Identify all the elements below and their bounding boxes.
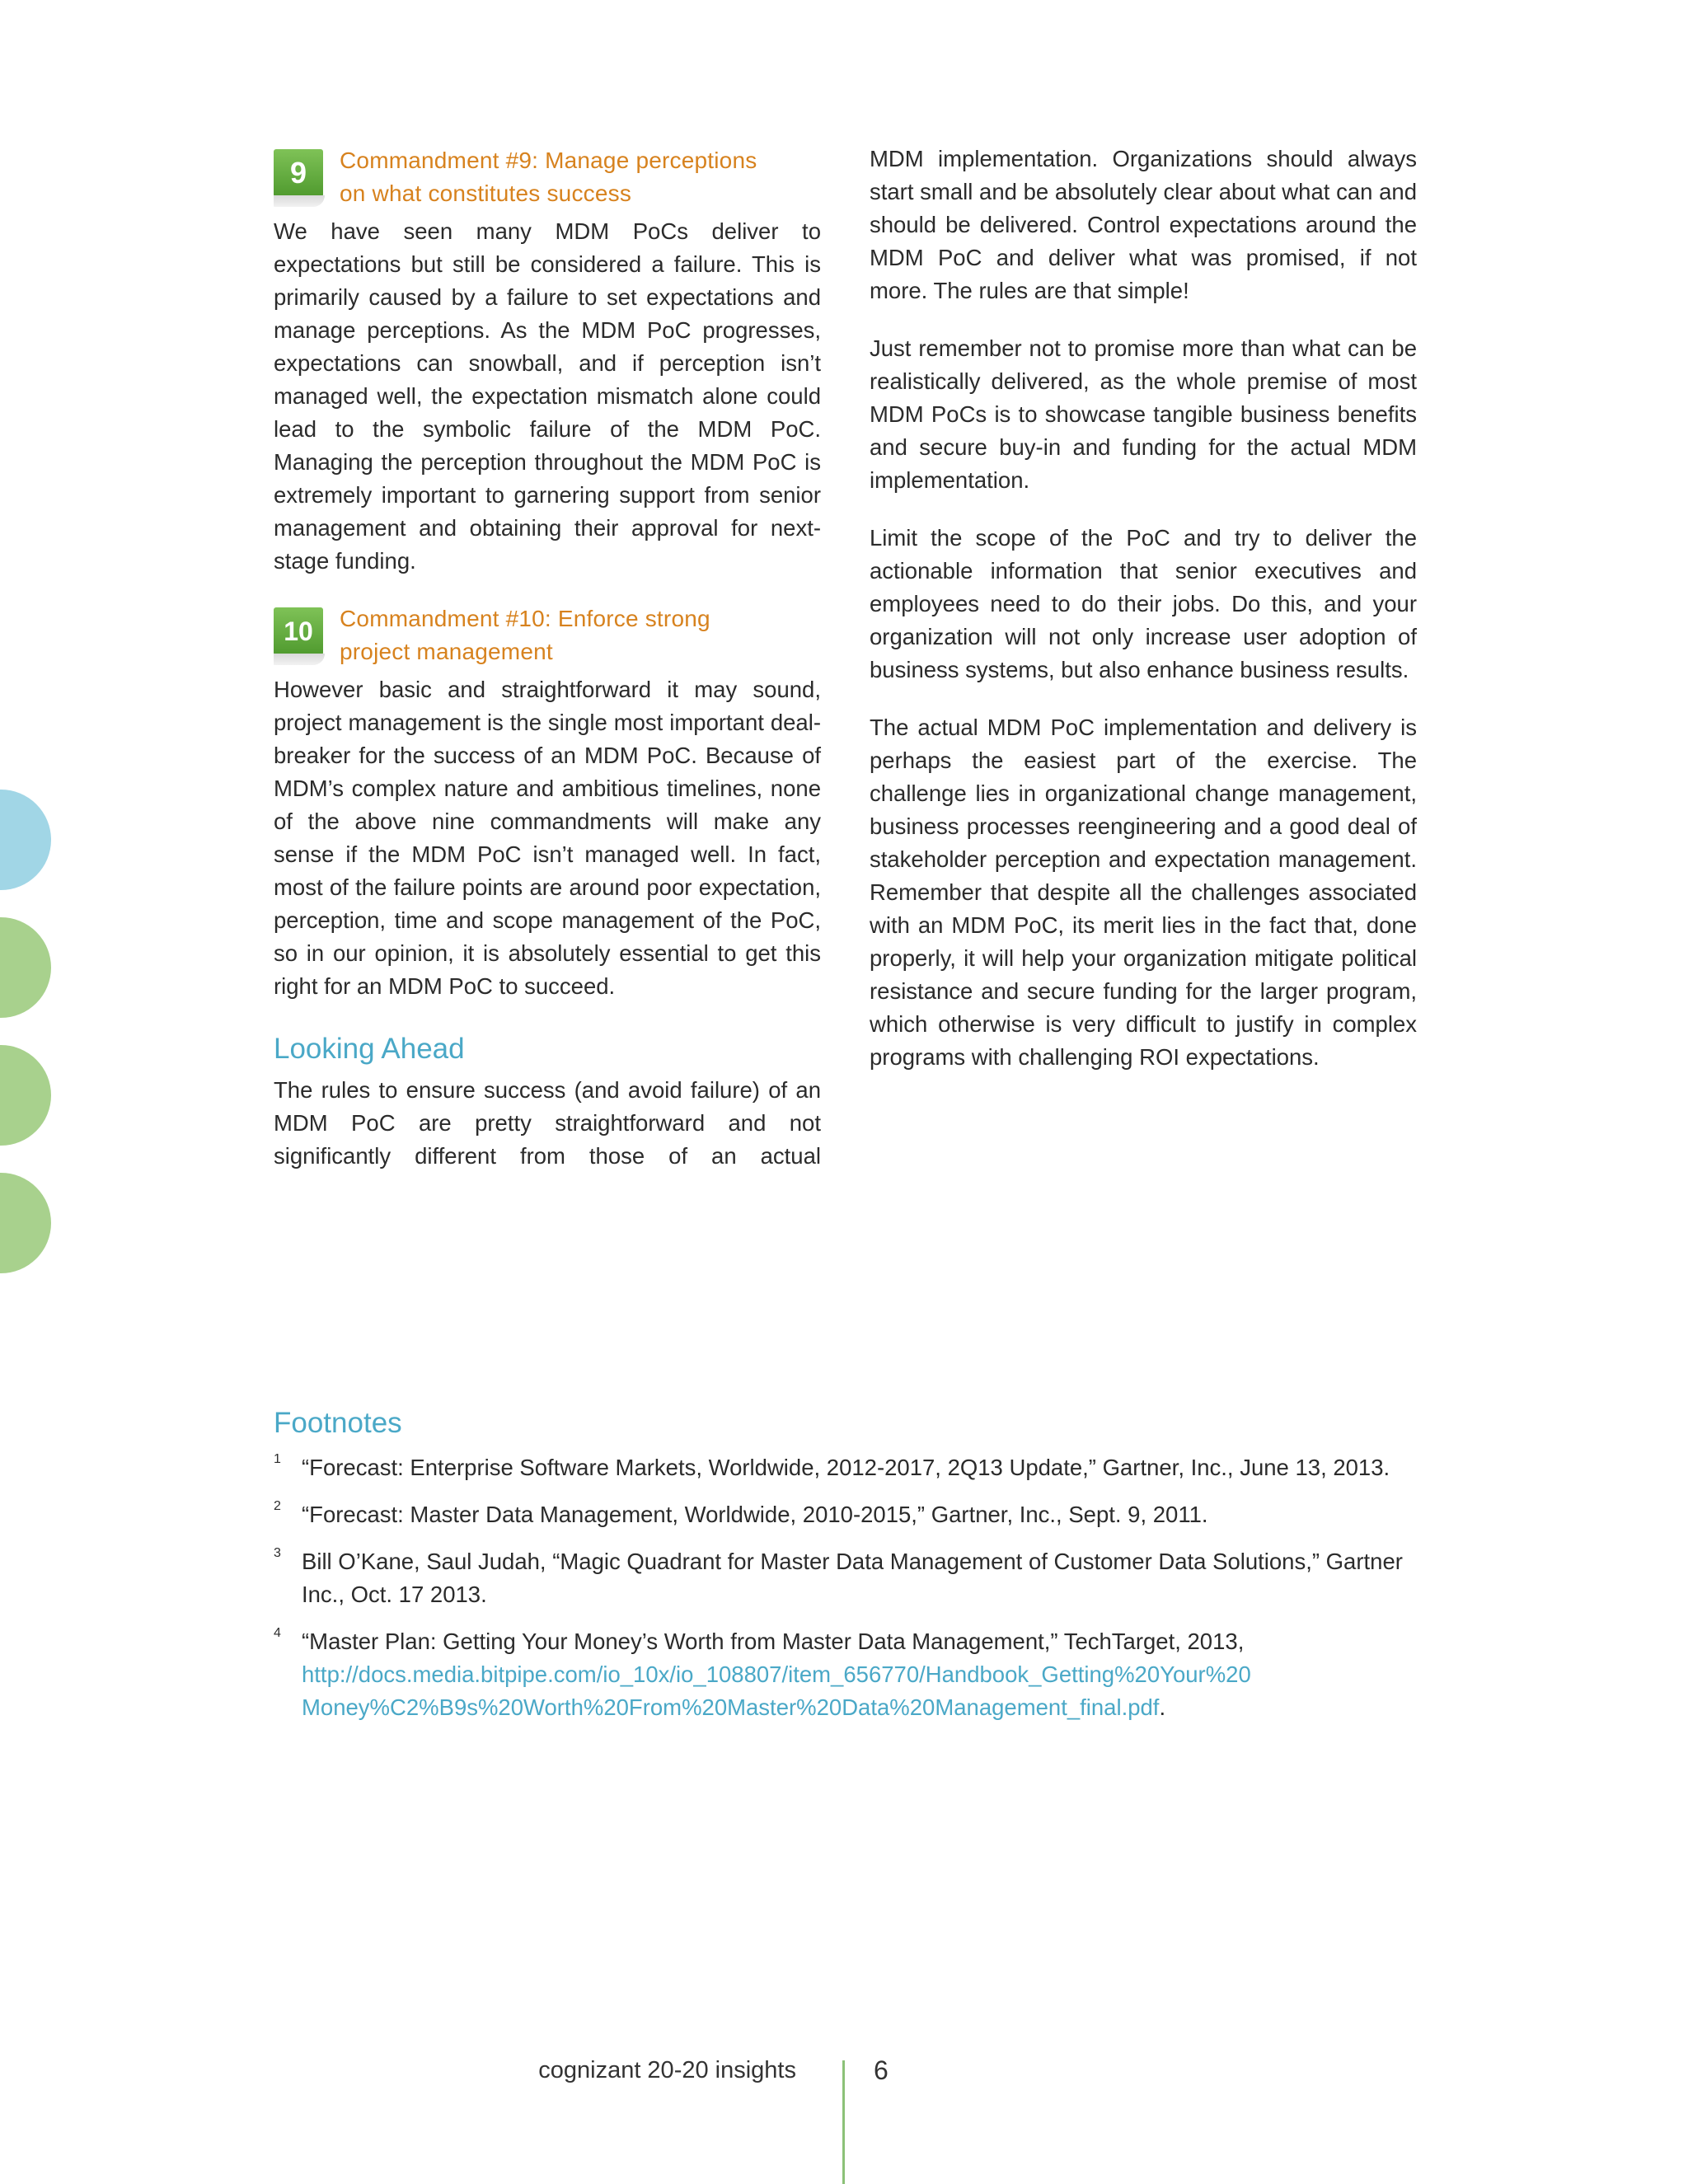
looking-ahead-heading: Looking Ahead [274, 1033, 465, 1065]
footnotes-section [274, 1405, 1419, 1738]
decorative-dot-green-1 [0, 917, 51, 1018]
footnote-number: 4 [274, 1626, 281, 1640]
footer-divider [842, 2060, 845, 2184]
looking-ahead-para-1-end: MDM implementation. Organizations should always start small and be absolutely clear about what can and should be delivered. Control expectations around the MDM PoC and deliver what was promised, if not more. The rules are that simple! [870, 146, 1417, 303]
looking-ahead-para-2: Just remember not to promise more than what can be realistically delivered, as the whole premise of most MDM PoCs is to showcase tangible business benefits and secure buy-in and funding for the actual MDM implementation. [870, 335, 1417, 493]
right-column [870, 143, 1417, 1074]
commandment-10-header [274, 602, 821, 668]
footnote-number: 2 [274, 1499, 281, 1513]
number-badge-icon [274, 149, 325, 209]
decorative-dot-green-3 [0, 1173, 51, 1273]
footnote-item [274, 1545, 1419, 1611]
footnote-text: “Forecast: Master Data Management, Worldwide, 2010-2015,” Gartner, Inc., Sept. 9, 2011. [302, 1502, 1208, 1527]
commandment-9-number: 9 [274, 149, 323, 197]
looking-ahead-para-4: The actual MDM PoC implementation and delivery is perhaps the easiest part of the exercise. The challenge lies in organizational change management, business processes reengineering and a good deal of stakeholder perception and expectation management. Remember that despite all the challenges associated with an MDM PoC, its merit lies in the fact that, done properly, it will help your organization mitigate political resistance and secure funding for the larger program, which otherwise is very difficult to justify in complex programs with challenging ROI expectations. [870, 715, 1417, 1070]
decorative-dot-blue [0, 790, 51, 890]
footnote-link-line-2[interactable]: Money%C2%B9s%20Worth%20From%20Master%20Data%20Management_final.pdf [302, 1694, 1160, 1720]
decorative-dot-green-2 [0, 1045, 51, 1146]
footnote-number: 3 [274, 1546, 281, 1560]
footnote-item [274, 1625, 1419, 1724]
footnote-text: “Master Plan: Getting Your Money’s Worth from Master Data Management,” TechTarget, 2013, [302, 1629, 1245, 1654]
footnotes-heading: Footnotes [274, 1407, 402, 1439]
number-badge-icon [274, 607, 325, 667]
commandment-10-body: However basic and straightforward it may sound, project management is the single most important deal-breaker for the success of an MDM PoC. Because of MDM’s complex nature and ambitious timelines, none of the above nine commandments will make any sense if the MDM PoC isn’t managed well. In fact, most of the failure points are around poor expectation, perception, time and scope management of the PoC, so in our opinion, it is absolutely essential to get this right for an MDM PoC to succeed. [274, 677, 821, 999]
looking-ahead-para-3: Limit the scope of the PoC and try to deliver the actionable information that senior executives and employees need to do their jobs. Do this, and your organization will not only increase user adoption of business systems, but also enhance business results. [870, 525, 1417, 682]
footer-brand: cognizant 20-20 insights [538, 2057, 796, 2083]
commandment-9-header [274, 144, 821, 210]
footnote-item [274, 1451, 1419, 1484]
page-number: 6 [874, 2055, 889, 2085]
left-column [274, 144, 821, 1173]
looking-ahead-para-1-start: The rules to ensure success (and avoid failure) of an MDM PoC are pretty straightforward and not significantly different from those of an actual [274, 1077, 821, 1169]
commandment-9-title: Commandment #9: Manage perceptions on what constitutes success [340, 148, 757, 206]
commandment-9-body: We have seen many MDM PoCs deliver to expectations but still be considered a failure. This is primarily caused by a failure to set expectations and manage perceptions. As the MDM PoC progresses, expectations can snowball, and if perception isn’t managed well, the expectation mismatch alone could lead to the symbolic failure of the MDM PoC. Managing the perception throughout the MDM PoC is extremely important to garnering support from senior management and obtaining their approval for next-stage funding. [274, 218, 821, 574]
footnote-text: Bill O’Kane, Saul Judah, “Magic Quadrant for Master Data Management of Customer Data Solutions,” Gartner Inc., Oct. 17 2013. [302, 1549, 1403, 1607]
footnote-number: 1 [274, 1452, 281, 1466]
footnote-text: “Forecast: Enterprise Software Markets, Worldwide, 2012-2017, 2Q13 Update,” Gartner, Inc., June 13, 2013. [302, 1455, 1390, 1480]
commandment-10-number: 10 [274, 607, 323, 655]
footnote-item [274, 1498, 1419, 1531]
footnote-link-line-1[interactable]: http://docs.media.bitpipe.com/io_10x/io_108807/item_656770/Handbook_Getting%20Your%20 [302, 1661, 1251, 1687]
footnote-link[interactable]: http://docs.media.bitpipe.com/io_10x/io_108807/item_656770/Handbook_Getting%20Your%20 Money%C2%B9s%20Worth%20From%20Master%20Data%20Management_final.pdf. [302, 1661, 1251, 1720]
commandment-10-title: Commandment #10: Enforce strong project management [340, 606, 710, 664]
